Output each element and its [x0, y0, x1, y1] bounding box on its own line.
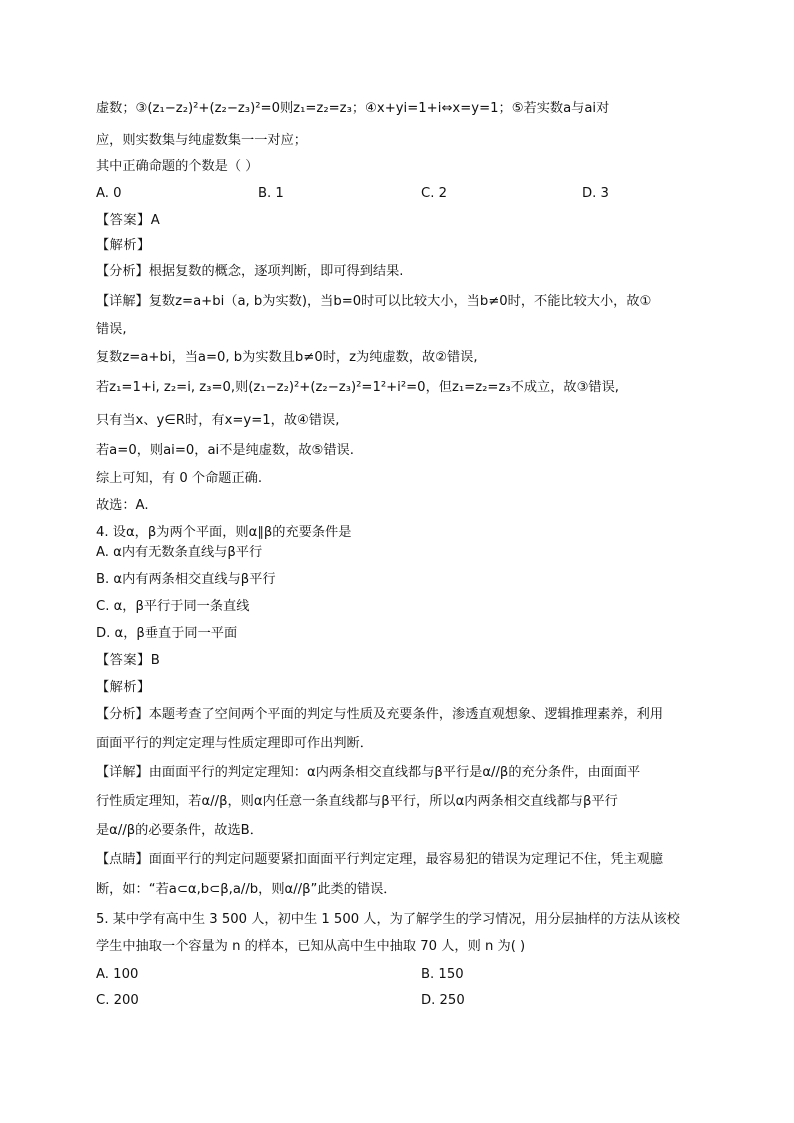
q4-detail2: 行性质定理知，若α//β，则α内任意一条直线都与β平行，所以α内两条相交直线都与β平行 [96, 794, 618, 809]
q4-fenxi2: 面面平行的判定定理与性质定理即可作出判断． [96, 736, 373, 751]
q3-line1: 虚数；③(z₁−z₂)²+(z₂−z₃)²=0则z₁=z₂=z₃；④x+yi=1+i⇔x=y=1；⑤若实数a与ai对 [96, 101, 610, 116]
q4-fenxi1: 【分析】本题考查了空间两个平面的判定与性质及充要条件，渗透直观想象、逻辑推理素养，利用 [96, 707, 664, 722]
q5-option-a: A. 100 [96, 967, 139, 982]
q3-detail2: 错误, [96, 322, 127, 337]
q3-detail1: 【详解】复数z=a+bi（a, b为实数)，当b=0时可以比较大小，当b≠0时，不能比较大小，故① [96, 294, 652, 309]
q4-option-d: D. α，β垂直于同一平面 [96, 626, 238, 641]
q4-analysis-label: 【解析】 [96, 680, 151, 695]
q5-option-c: C. 200 [96, 993, 139, 1008]
q4-dianjing2: 断，如：“若a⊂α,b⊂β,a//b，则α//β”此类的错误． [96, 882, 397, 897]
q3-answer: 【答案】A [96, 213, 161, 228]
q3-detail3: 复数z=a+bi，当a=0, b为实数且b≠0时，z为纯虚数，故②错误, [96, 350, 478, 365]
q3-detail4: 若z₁=1+i, z₂=i, z₃=0,则(z₁−z₂)²+(z₂−z₃)²=1²+i²=0，但z₁=z₂=z₃不成立，故③错误, [96, 380, 619, 395]
q3-summary: 综上可知，有 0 个命题正确. [96, 471, 263, 486]
q3-option-c: C. 2 [421, 186, 447, 201]
q4-detail1: 【详解】由面面平行的判定定理知：α内两条相交直线都与β平行是α//β的充分条件，由面面平 [96, 765, 641, 780]
q3-detail6: 若a=0，则ai=0，ai不是纯虚数，故⑤错误. [96, 443, 354, 458]
q3-option-a: A. 0 [96, 186, 122, 201]
q4-detail3: 是α//β的必要条件，故选B． [96, 823, 263, 838]
q3-prompt: 其中正确命题的个数是（ ） [96, 159, 259, 174]
q4-dianjing1: 【点睛】面面平行的判定问题要紧扣面面平行判定定理，最容易犯的错误为定理记不住，凭主观臆 [96, 852, 664, 867]
q5-option-b: B. 150 [421, 967, 464, 982]
q3-line2: 应，则实数集与纯虚数集一一对应； [96, 133, 307, 148]
q5-stem1: 5. 某中学有高中生 3 500 人，初中生 1 500 人，为了解学生的学习情况，用分层抽样的方法从该校 [96, 912, 680, 927]
q3-detail5: 只有当x、y∈R时，有x=y=1，故④错误, [96, 413, 340, 428]
q5-stem2: 学生中抽取一个容量为 n 的样本，已知从高中生中抽取 70 人，则 n 为( ) [96, 939, 526, 954]
q3-choice: 故选：A. [96, 498, 149, 513]
q3-option-b: B. 1 [258, 186, 284, 201]
q4-option-b: B. α内有两条相交直线与β平行 [96, 572, 276, 587]
q4-answer: 【答案】B [96, 653, 161, 668]
q3-option-d: D. 3 [582, 186, 609, 201]
q4-stem: 4. 设α，β为两个平面，则α∥β的充要条件是 [96, 525, 352, 540]
q4-option-a: A. α内有无数条直线与β平行 [96, 545, 263, 560]
q5-option-d: D. 250 [421, 993, 465, 1008]
q3-analysis-label: 【解析】 [96, 238, 151, 253]
q4-option-c: C. α，β平行于同一条直线 [96, 599, 250, 614]
q3-fenxi: 【分析】根据复数的概念，逐项判断，即可得到结果. [96, 264, 404, 279]
